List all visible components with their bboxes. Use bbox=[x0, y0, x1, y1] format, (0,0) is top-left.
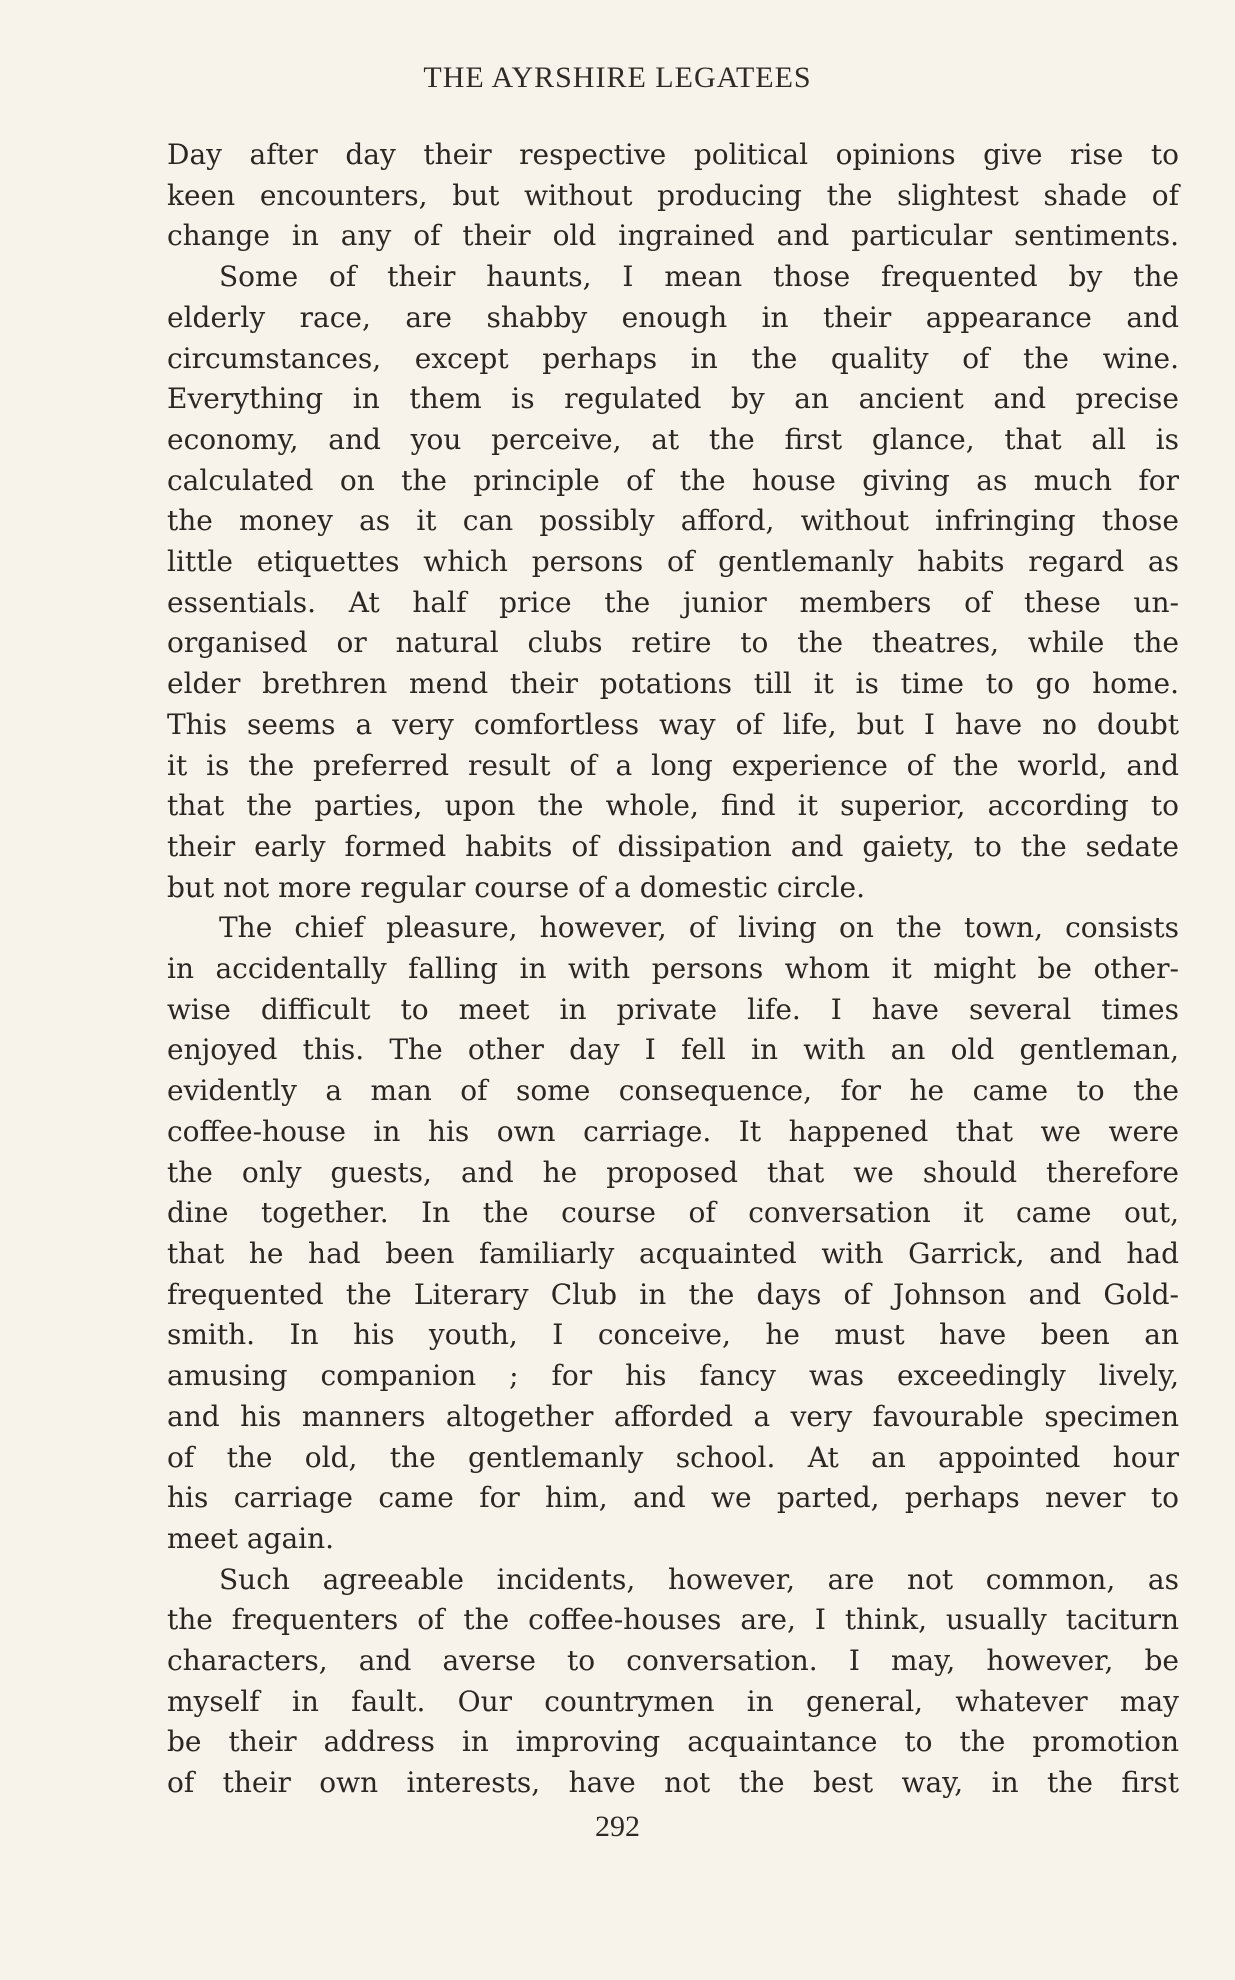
text-line: This seems a very comfortless way of life, but I have no doubt bbox=[167, 707, 1179, 741]
text-line: their early formed habits of dissipation and gaiety, to the sedate bbox=[167, 829, 1179, 863]
text-line: that the parties, upon the whole, find it superior, according to bbox=[167, 789, 1179, 823]
text-line: evidently a man of some consequence, for he came to the bbox=[167, 1074, 1179, 1108]
text-line: the money as it can possibly afford, without infringing those bbox=[167, 504, 1179, 538]
text-line: elder brethren mend their potations till it is time to go home. bbox=[167, 667, 1179, 701]
text-line: and his manners altogether afforded a very favourable specimen bbox=[167, 1399, 1179, 1433]
text-line: characters, and averse to conversation. I may, however, be bbox=[167, 1644, 1179, 1678]
body-text bbox=[167, 135, 1179, 1804]
text-line: it is the preferred result of a long experience of the world, and bbox=[167, 748, 1179, 782]
text-line: amusing companion ; for his fancy was exceedingly lively, bbox=[167, 1359, 1179, 1393]
text-line: Day after day their respective political opinions give rise to bbox=[167, 138, 1179, 171]
text-line: but not more regular course of a domestic circle. bbox=[167, 870, 865, 904]
text-line: Some of their haunts, I mean those frequented by the bbox=[219, 260, 1179, 294]
text-line: smith. In his youth, I conceive, he must have been an bbox=[167, 1318, 1179, 1352]
text-line: elderly race, are shabby enough in their appearance and bbox=[167, 300, 1179, 334]
text-line: of the old, the gentlemanly school. At an appointed hour bbox=[167, 1440, 1179, 1474]
text-line: wise difficult to meet in private life. I have several times bbox=[167, 992, 1179, 1026]
text-line: that he had been familiarly acquainted with Garrick, and had bbox=[167, 1236, 1179, 1270]
text-line: The chief pleasure, however, of living on the town, consists bbox=[219, 911, 1179, 945]
text-line: circumstances, except perhaps in the quality of the wine. bbox=[167, 341, 1179, 375]
text-line: the frequenters of the coffee-houses are, I think, usually taciturn bbox=[167, 1603, 1179, 1637]
text-line: be their address in improving acquaintance to the promotion bbox=[167, 1725, 1179, 1759]
text-line: enjoyed this. The other day I fell in with an old gentleman, bbox=[167, 1033, 1179, 1067]
page-number: 292 bbox=[595, 1810, 640, 1843]
text-line: change in any of their old ingrained and particular sentiments. bbox=[167, 219, 1179, 253]
text-line: economy, and you perceive, at the first glance, that all is bbox=[167, 422, 1179, 456]
text-line: coffee-house in his own carriage. It happened that we were bbox=[167, 1114, 1179, 1148]
text-line: Such agreeable incidents, however, are not common, as bbox=[219, 1562, 1179, 1596]
text-line: Everything in them is regulated by an ancient and precise bbox=[167, 382, 1179, 416]
text-line: organised or natural clubs retire to the theatres, while the bbox=[167, 626, 1179, 660]
text-line: essentials. At half price the junior members of these un- bbox=[167, 585, 1179, 619]
text-line: calculated on the principle of the house giving as much for bbox=[167, 463, 1179, 497]
text-line: meet again. bbox=[167, 1521, 335, 1555]
text-line: little etiquettes which persons of gentlemanly habits regard as bbox=[167, 545, 1179, 579]
text-line: his carriage came for him, and we parted, perhaps never to bbox=[167, 1481, 1179, 1515]
running-title: THE AYRSHIRE LEGATEES bbox=[423, 61, 812, 94]
text-line: keen encounters, but without producing the slightest shade of bbox=[167, 178, 1179, 212]
text-line: frequented the Literary Club in the days of Johnson and Gold- bbox=[167, 1277, 1179, 1311]
text-line: of their own interests, have not the best way, in the first bbox=[167, 1766, 1179, 1800]
text-line: the only guests, and he proposed that we should therefore bbox=[167, 1155, 1179, 1189]
text-line: myself in fault. Our countrymen in general, whatever may bbox=[167, 1684, 1179, 1718]
text-line: in accidentally falling in with persons whom it might be other- bbox=[167, 952, 1179, 986]
text-line: dine together. In the course of conversation it came out, bbox=[167, 1196, 1179, 1230]
